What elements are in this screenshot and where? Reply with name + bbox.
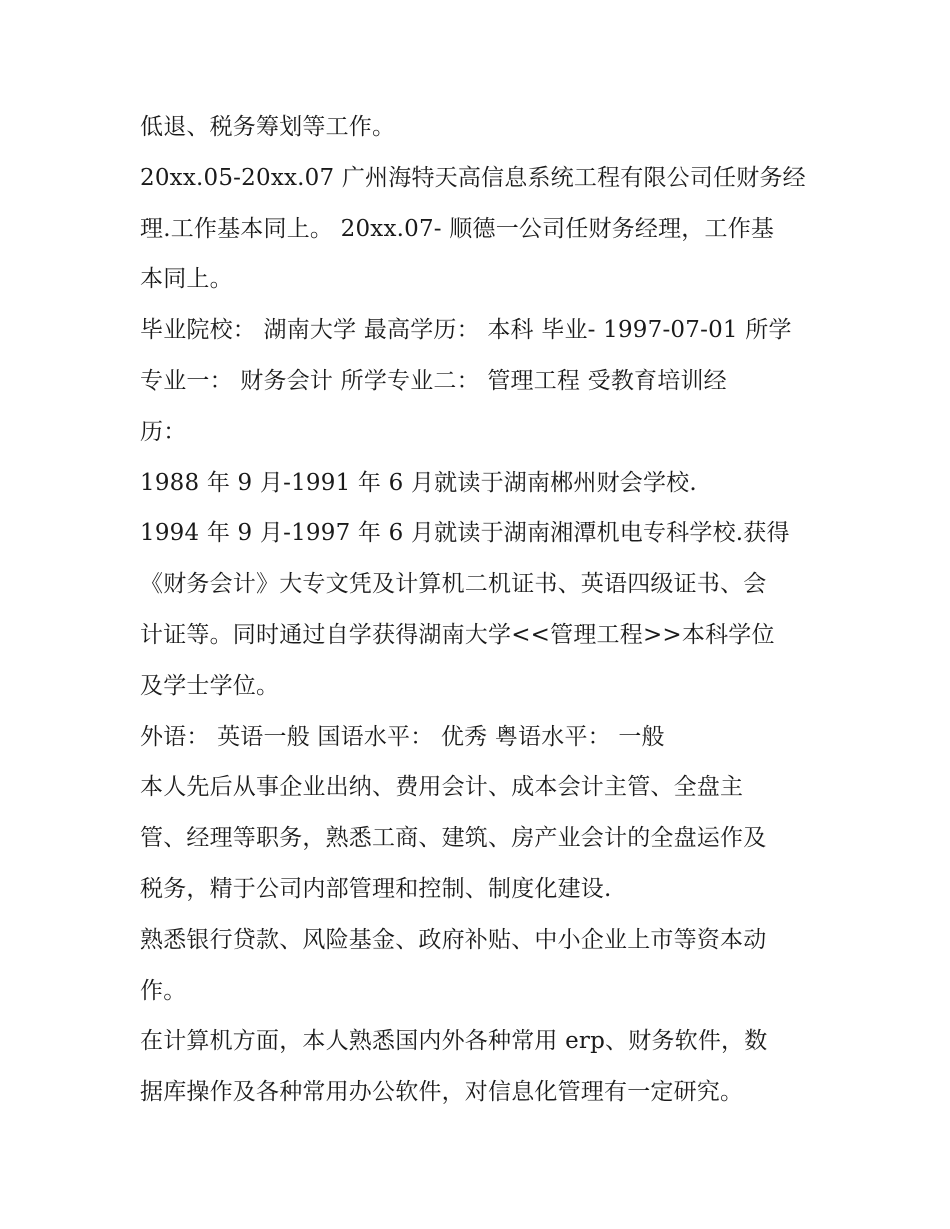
resume-text-block [140, 102, 820, 1118]
text-line: 本同上。 [140, 266, 233, 293]
text-line: 《财务会计》大专文凭及计算机二机证书、英语四级证书、会 [140, 571, 767, 598]
text-line: 20xx.05-20xx.07 广州海特天高信息系统工程有限公司任财务经 [140, 164, 806, 191]
text-line: 税务，精于公司内部管理和控制、制度化建设. [140, 875, 612, 902]
text-line: 理.工作基本同上。 20xx.07- 顺德一公司任财务经理，工作基 [140, 215, 775, 242]
text-line: 本人先后从事企业出纳、费用会计、成本会计主管、全盘主 [140, 774, 744, 801]
text-line: 外语： 英语一般 国语水平： 优秀 粤语水平： 一般 [140, 723, 665, 750]
text-line: 历： [140, 418, 187, 445]
text-line: 管、经理等职务，熟悉工商、建筑、房产业会计的全盘运作及 [140, 825, 767, 852]
text-line: 在计算机方面，本人熟悉国内外各种常用 erp、财务软件，数 [140, 1028, 768, 1055]
text-line: 作。 [140, 977, 187, 1004]
text-line: 据库操作及各种常用办公软件，对信息化管理有一定研究。 [140, 1079, 744, 1106]
text-line: 1994 年 9 月-1997 年 6 月就读于湖南湘潭机电专科学校.获得 [140, 520, 790, 547]
text-line: 毕业院校： 湖南大学 最高学历： 本科 毕业- 1997-07-01 所学 [140, 317, 792, 344]
text-line: 1988 年 9 月-1991 年 6 月就读于湖南郴州财会学校. [140, 469, 697, 496]
text-line: 专业一： 财务会计 所学专业二： 管理工程 受教育培训经 [140, 367, 727, 394]
text-line: 及学士学位。 [140, 672, 280, 699]
text-line: 计证等。同时通过自学获得湖南大学<<管理工程>>本科学位 [140, 621, 775, 648]
text-line: 低退、税务筹划等工作。 [140, 114, 396, 140]
text-line: 熟悉银行贷款、风险基金、政府补贴、中小企业上市等资本动 [140, 926, 767, 953]
